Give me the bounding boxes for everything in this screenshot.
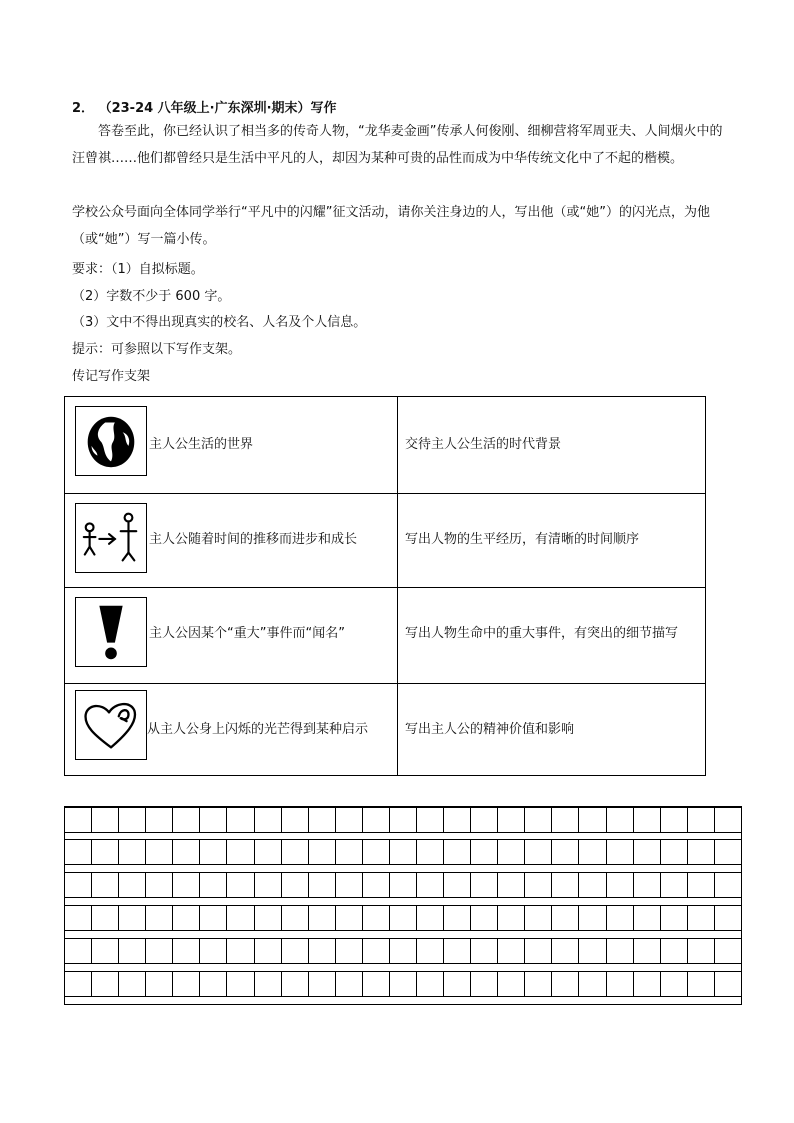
framework-left-text: 主人公生活的世界 bbox=[149, 437, 254, 452]
grid-cell[interactable] bbox=[119, 808, 146, 832]
grid-cell[interactable] bbox=[119, 939, 146, 963]
grid-cell[interactable] bbox=[255, 939, 282, 963]
grid-cell[interactable] bbox=[525, 972, 552, 996]
grid-cell[interactable] bbox=[525, 808, 552, 832]
grid-cell[interactable] bbox=[146, 808, 173, 832]
grid-cell[interactable] bbox=[688, 840, 715, 864]
grid-cell[interactable] bbox=[390, 939, 417, 963]
hint-text: 提示：可参照以下写作支架。 bbox=[72, 342, 242, 357]
grid-cell[interactable] bbox=[417, 808, 444, 832]
grid-cell[interactable] bbox=[255, 906, 282, 930]
grid-cell[interactable] bbox=[607, 972, 634, 996]
framework-right-text: 写出主人公的精神价值和影响 bbox=[405, 722, 575, 737]
question-heading bbox=[72, 97, 337, 116]
grid-cell[interactable] bbox=[444, 808, 471, 832]
grid-cell[interactable] bbox=[92, 906, 119, 930]
grid-cell[interactable] bbox=[607, 873, 634, 897]
prompt-intro: 答卷至此，你已经认识了相当多的传奇人物，“龙华麦金画”传承人何俊刚、细柳营将军周亚夫、人间烟火中的汪曾祺……他们都曾经只是生活中平凡的人，却因为某种可贵的品性而成为中华传统文化中了不起的楷模。 bbox=[72, 124, 723, 166]
grid-cell[interactable] bbox=[390, 906, 417, 930]
grid-cell[interactable] bbox=[715, 906, 741, 930]
grid-cell[interactable] bbox=[661, 840, 688, 864]
grid-cell[interactable] bbox=[92, 808, 119, 832]
grid-cell[interactable] bbox=[634, 906, 661, 930]
grid-cell[interactable] bbox=[119, 972, 146, 996]
grid-cell[interactable] bbox=[634, 840, 661, 864]
grid-cell[interactable] bbox=[282, 906, 309, 930]
grid-cell[interactable] bbox=[282, 840, 309, 864]
grid-cell[interactable] bbox=[607, 840, 634, 864]
grid-cell[interactable] bbox=[92, 873, 119, 897]
framework-row bbox=[65, 684, 705, 775]
grid-cell[interactable] bbox=[227, 906, 254, 930]
grid-cell[interactable] bbox=[498, 972, 525, 996]
grid-cell[interactable] bbox=[200, 972, 227, 996]
grid-cell[interactable] bbox=[471, 939, 498, 963]
grid-cell[interactable] bbox=[282, 808, 309, 832]
grid-cell[interactable] bbox=[92, 972, 119, 996]
grid-cell[interactable] bbox=[444, 939, 471, 963]
grid-cell[interactable] bbox=[336, 972, 363, 996]
grid-cell[interactable] bbox=[471, 906, 498, 930]
grid-cell[interactable] bbox=[309, 840, 336, 864]
grid-cell[interactable] bbox=[282, 972, 309, 996]
column-divider bbox=[397, 397, 398, 493]
grid-cell[interactable] bbox=[471, 873, 498, 897]
grid-cell[interactable] bbox=[444, 840, 471, 864]
grid-cell[interactable] bbox=[634, 873, 661, 897]
grid-cell[interactable] bbox=[390, 972, 417, 996]
grid-cell[interactable] bbox=[552, 939, 579, 963]
grid-cell[interactable] bbox=[498, 840, 525, 864]
column-divider bbox=[397, 684, 398, 775]
grid-cell[interactable] bbox=[255, 840, 282, 864]
grid-cell[interactable] bbox=[65, 939, 92, 963]
grid-cell[interactable] bbox=[525, 939, 552, 963]
grid-cell[interactable] bbox=[579, 873, 606, 897]
grid-cell[interactable] bbox=[363, 840, 390, 864]
framework-right-text: 交待主人公生活的时代背景 bbox=[405, 437, 562, 452]
grid-cell[interactable] bbox=[363, 873, 390, 897]
grid-cell[interactable] bbox=[65, 972, 92, 996]
grid-cell[interactable] bbox=[634, 972, 661, 996]
grid-cell[interactable] bbox=[498, 873, 525, 897]
grid-cell[interactable] bbox=[444, 906, 471, 930]
grid-cell[interactable] bbox=[390, 808, 417, 832]
grid-cell[interactable] bbox=[255, 873, 282, 897]
grid-cell[interactable] bbox=[552, 972, 579, 996]
grid-cell[interactable] bbox=[417, 972, 444, 996]
grid-cell[interactable] bbox=[363, 939, 390, 963]
framework-row bbox=[65, 588, 705, 684]
biography-framework-table bbox=[64, 396, 706, 776]
grid-cell[interactable] bbox=[92, 939, 119, 963]
grid-cell[interactable] bbox=[173, 808, 200, 832]
column-divider bbox=[397, 588, 398, 683]
grid-cell[interactable] bbox=[688, 808, 715, 832]
grid-cell[interactable] bbox=[498, 906, 525, 930]
grid-cell[interactable] bbox=[552, 840, 579, 864]
framework-left-text: 主人公因某个“重大”事件而“闻名” bbox=[149, 626, 345, 641]
grid-cell[interactable] bbox=[417, 939, 444, 963]
grid-cell[interactable] bbox=[255, 972, 282, 996]
grid-cell[interactable] bbox=[65, 906, 92, 930]
framework-right-text: 写出人物的生平经历，有清晰的时间顺序 bbox=[405, 532, 640, 547]
grid-cell[interactable] bbox=[309, 972, 336, 996]
grid-cell[interactable] bbox=[498, 939, 525, 963]
writing-grid[interactable] bbox=[64, 806, 742, 1005]
grid-cell[interactable] bbox=[444, 873, 471, 897]
grid-cell[interactable] bbox=[579, 840, 606, 864]
grid-cell[interactable] bbox=[173, 972, 200, 996]
requirement-3: （3）文中不得出现真实的校名、人名及个人信息。 bbox=[72, 315, 367, 330]
grid-cell[interactable] bbox=[715, 873, 741, 897]
grid-cell[interactable] bbox=[227, 840, 254, 864]
grid-cell[interactable] bbox=[634, 808, 661, 832]
grid-cell[interactable] bbox=[173, 906, 200, 930]
question-number: 2． bbox=[72, 101, 95, 116]
grid-cell[interactable] bbox=[417, 906, 444, 930]
grid-cell[interactable] bbox=[119, 840, 146, 864]
grid-cell[interactable] bbox=[200, 873, 227, 897]
grid-cell[interactable] bbox=[688, 873, 715, 897]
grid-cell[interactable] bbox=[146, 972, 173, 996]
framework-title: 传记写作支架 bbox=[72, 369, 151, 384]
grid-cell[interactable] bbox=[525, 873, 552, 897]
grid-cell[interactable] bbox=[363, 972, 390, 996]
prompt-task: 学校公众号面向全体同学举行“平凡中的闪耀”征文活动，请你关注身边的人，写出他（或“她”）的闪光点，为他（或“她”）写一篇小传。 bbox=[72, 205, 710, 247]
grid-cell[interactable] bbox=[146, 840, 173, 864]
grid-cell[interactable] bbox=[715, 840, 741, 864]
framework-left-text: 主人公随着时间的推移而进步和成长 bbox=[149, 532, 358, 547]
grid-cell[interactable] bbox=[661, 906, 688, 930]
grid-cell[interactable] bbox=[525, 906, 552, 930]
grid-cell[interactable] bbox=[552, 873, 579, 897]
globe-icon bbox=[75, 406, 147, 476]
grid-cell[interactable] bbox=[309, 808, 336, 832]
grid-cell[interactable] bbox=[552, 906, 579, 930]
grid-cell[interactable] bbox=[282, 873, 309, 897]
grid-cell[interactable] bbox=[200, 939, 227, 963]
requirement-2: （2）字数不少于 600 字。 bbox=[72, 289, 231, 304]
grid-cell[interactable] bbox=[363, 906, 390, 930]
grid-cell[interactable] bbox=[498, 808, 525, 832]
grid-cell[interactable] bbox=[607, 808, 634, 832]
grid-cell[interactable] bbox=[390, 873, 417, 897]
grid-cell[interactable] bbox=[661, 939, 688, 963]
grid-cell[interactable] bbox=[688, 972, 715, 996]
grid-cell[interactable] bbox=[363, 808, 390, 832]
grid-cell[interactable] bbox=[579, 939, 606, 963]
grid-cell[interactable] bbox=[173, 873, 200, 897]
question-source: （23-24 八年级上·广东深圳·期末）写作 bbox=[98, 101, 337, 116]
grid-cell[interactable] bbox=[579, 808, 606, 832]
framework-right-text: 写出人物生命中的重大事件，有突出的细节描写 bbox=[405, 626, 679, 641]
grid-cell[interactable] bbox=[200, 906, 227, 930]
grid-cell[interactable] bbox=[227, 873, 254, 897]
grid-cell[interactable] bbox=[119, 873, 146, 897]
grid-cell[interactable] bbox=[715, 972, 741, 996]
grid-cell[interactable] bbox=[336, 939, 363, 963]
grid-cell[interactable] bbox=[336, 840, 363, 864]
grid-row bbox=[65, 971, 741, 997]
grid-cell[interactable] bbox=[336, 808, 363, 832]
grid-cell[interactable] bbox=[715, 939, 741, 963]
column-divider bbox=[397, 494, 398, 587]
grid-row bbox=[65, 905, 741, 931]
requirement-1: 要求：（1）自拟标题。 bbox=[72, 262, 204, 277]
grid-cell[interactable] bbox=[634, 939, 661, 963]
grid-cell[interactable] bbox=[173, 939, 200, 963]
grid-cell[interactable] bbox=[309, 906, 336, 930]
grid-row bbox=[65, 872, 741, 898]
heart-icon bbox=[75, 690, 147, 760]
grid-cell[interactable] bbox=[309, 873, 336, 897]
grid-cell[interactable] bbox=[146, 939, 173, 963]
grid-cell[interactable] bbox=[417, 873, 444, 897]
grid-cell[interactable] bbox=[661, 808, 688, 832]
grid-cell[interactable] bbox=[688, 906, 715, 930]
grid-cell[interactable] bbox=[200, 840, 227, 864]
grid-cell[interactable] bbox=[417, 840, 444, 864]
grid-cell[interactable] bbox=[227, 939, 254, 963]
grid-row bbox=[65, 839, 741, 865]
framework-left-text: 从主人公身上闪烁的光芒得到某种启示 bbox=[147, 722, 369, 737]
grid-cell[interactable] bbox=[119, 906, 146, 930]
growth-figures-icon bbox=[75, 503, 147, 573]
grid-cell[interactable] bbox=[688, 939, 715, 963]
grid-cell[interactable] bbox=[471, 840, 498, 864]
grid-cell[interactable] bbox=[607, 939, 634, 963]
grid-cell[interactable] bbox=[661, 873, 688, 897]
grid-cell[interactable] bbox=[65, 840, 92, 864]
grid-cell[interactable] bbox=[309, 939, 336, 963]
grid-cell[interactable] bbox=[579, 906, 606, 930]
grid-cell[interactable] bbox=[471, 808, 498, 832]
grid-row bbox=[65, 938, 741, 964]
grid-cell[interactable] bbox=[173, 840, 200, 864]
grid-cell[interactable] bbox=[579, 972, 606, 996]
framework-row bbox=[65, 397, 705, 494]
grid-cell[interactable] bbox=[471, 972, 498, 996]
grid-cell[interactable] bbox=[336, 906, 363, 930]
grid-cell[interactable] bbox=[227, 808, 254, 832]
grid-cell[interactable] bbox=[607, 906, 634, 930]
grid-cell[interactable] bbox=[65, 873, 92, 897]
grid-cell[interactable] bbox=[146, 873, 173, 897]
grid-cell[interactable] bbox=[227, 972, 254, 996]
grid-cell[interactable] bbox=[255, 808, 282, 832]
grid-cell[interactable] bbox=[525, 840, 552, 864]
grid-cell[interactable] bbox=[92, 840, 119, 864]
grid-cell[interactable] bbox=[444, 972, 471, 996]
grid-cell[interactable] bbox=[390, 840, 417, 864]
grid-cell[interactable] bbox=[336, 873, 363, 897]
grid-cell[interactable] bbox=[200, 808, 227, 832]
grid-cell[interactable] bbox=[146, 906, 173, 930]
grid-cell[interactable] bbox=[552, 808, 579, 832]
framework-row bbox=[65, 494, 705, 588]
grid-cell[interactable] bbox=[661, 972, 688, 996]
grid-cell[interactable] bbox=[65, 808, 92, 832]
grid-cell[interactable] bbox=[282, 939, 309, 963]
grid-row bbox=[65, 807, 741, 833]
exclamation-icon bbox=[75, 597, 147, 667]
grid-cell[interactable] bbox=[715, 808, 741, 832]
